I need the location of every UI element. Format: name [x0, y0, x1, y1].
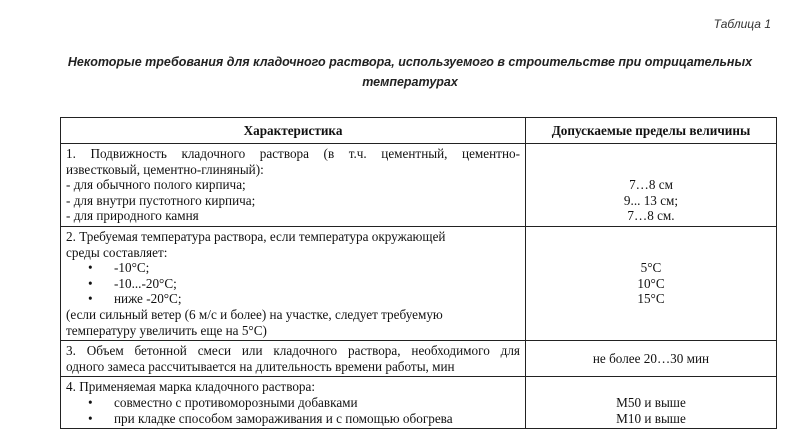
header-limits: Допускаемые пределы величины: [526, 118, 777, 144]
cell-value: М10 и выше: [616, 410, 686, 426]
cell-line: известковый, цементно-глиняный):: [66, 161, 264, 177]
header-characteristic: Характеристика: [61, 118, 526, 144]
bullet-item: • при кладке способом замораживания и с помощью обогрева: [66, 411, 520, 427]
cell-line: температуру увеличить еще на 5°С): [66, 322, 267, 338]
title-line: температурах: [362, 75, 458, 89]
cell-line: среды составляет:: [66, 244, 168, 260]
row-value: [526, 226, 777, 340]
cell-line: 2. Требуемая температура раствора, если температура окружающей: [66, 228, 446, 244]
bullet-item: • -10...-20°С;: [66, 276, 520, 292]
cell-line: - для внутри пустотного кирпича;: [66, 192, 256, 208]
table-header-row: [61, 118, 777, 144]
cell-value: 15°С: [637, 291, 665, 307]
row-value: [526, 144, 777, 227]
bullet-item: • ниже -20°С;: [66, 291, 520, 307]
row-value: [526, 341, 777, 377]
cell-value: М50 и выше: [616, 394, 686, 410]
cell-value: 5°С: [640, 260, 662, 276]
table-row: [61, 144, 777, 227]
row-characteristic: [61, 377, 526, 429]
cell-value: 7…8 см: [629, 177, 673, 193]
cell-line: 3. Объем бетонной смеси или кладочного раствора, необходимого для: [66, 343, 520, 359]
requirements-table: [60, 117, 777, 429]
table-row: [61, 341, 777, 377]
cell-line: - для обычного полого кирпича;: [66, 177, 246, 193]
cell-line: - для природного камня: [66, 208, 199, 224]
cell-line: одного замеса рассчитывается на длительность времени работы, мин: [66, 358, 455, 374]
table-row: [61, 226, 777, 340]
row-characteristic: [61, 341, 526, 377]
bullet-item: • -10°С;: [66, 260, 520, 276]
row-characteristic: [61, 144, 526, 227]
cell-value: 9... 13 см;: [623, 192, 679, 208]
cell-line: (если сильный ветер (6 м/с и более) на участке, следует требуемую: [66, 306, 443, 322]
cell-value: 10°С: [637, 275, 665, 291]
cell-value: 7…8 см.: [627, 208, 675, 224]
title-line: Некоторые требования для кладочного раствора, используемого в строительстве при отрицательных: [67, 55, 753, 69]
cell-line: 4. Применяемая марка кладочного раствора:: [66, 379, 316, 395]
bullet-item: • совместно с противоморозными добавками: [66, 395, 520, 411]
row-value: [526, 377, 777, 429]
table-caption: Таблица 1: [713, 17, 771, 31]
cell-value: не более 20…30 мин: [592, 350, 710, 366]
cell-line: 1. Подвижность кладочного раствора (в т.ч. цементный, цементно-: [66, 146, 520, 161]
table-title: [40, 52, 780, 92]
row-characteristic: [61, 226, 526, 340]
table-row: [61, 377, 777, 429]
